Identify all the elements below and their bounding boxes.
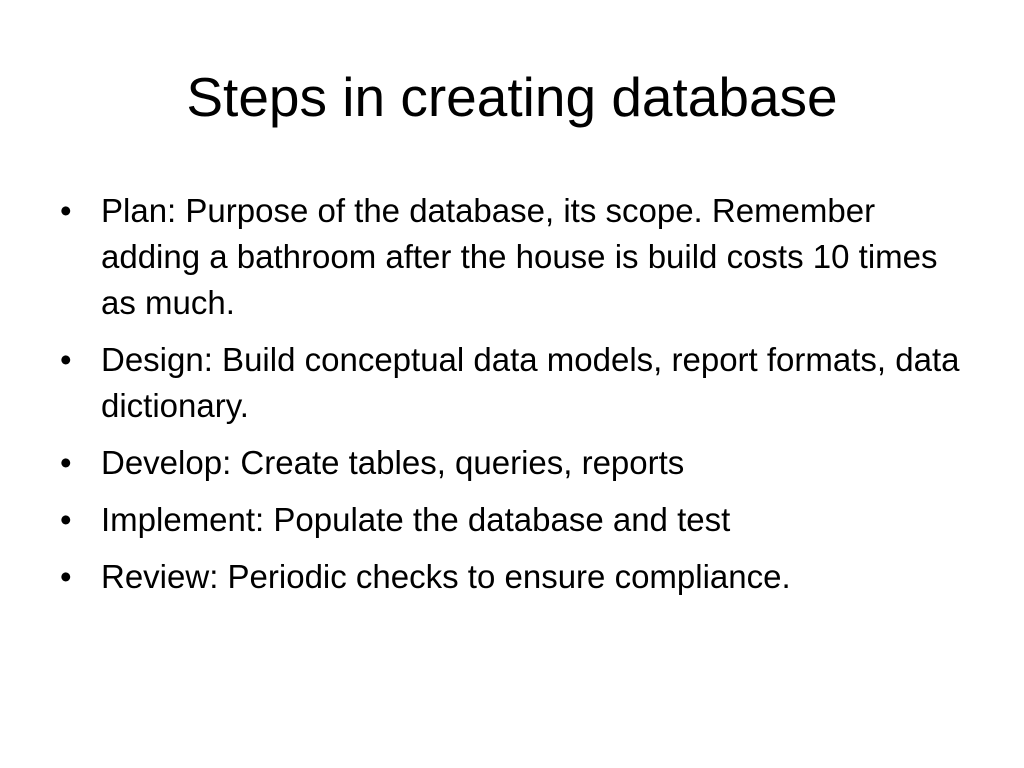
bullet-icon: • bbox=[60, 444, 72, 481]
bullet-item-design bbox=[60, 337, 980, 429]
bullet-item-plan bbox=[60, 188, 980, 326]
bullet-text: Plan: Purpose of the database, its scope. Remember adding a bathroom after the house is build costs 10 times as much. bbox=[101, 192, 938, 321]
bullet-item-implement bbox=[60, 497, 980, 543]
bullet-icon: • bbox=[60, 501, 72, 538]
bullet-text: Review: Periodic checks to ensure compliance. bbox=[101, 558, 791, 595]
bullet-item-develop bbox=[60, 440, 980, 486]
bullet-list bbox=[60, 188, 980, 611]
bullet-icon: • bbox=[60, 192, 72, 229]
bullet-text: Design: Build conceptual data models, report formats, data dictionary. bbox=[101, 341, 960, 424]
bullet-icon: • bbox=[60, 558, 72, 595]
bullet-item-review bbox=[60, 554, 980, 600]
bullet-text: Develop: Create tables, queries, reports bbox=[101, 444, 685, 481]
bullet-icon: • bbox=[60, 341, 72, 378]
slide-title: Steps in creating database bbox=[186, 66, 838, 128]
bullet-text: Implement: Populate the database and test bbox=[101, 501, 731, 538]
